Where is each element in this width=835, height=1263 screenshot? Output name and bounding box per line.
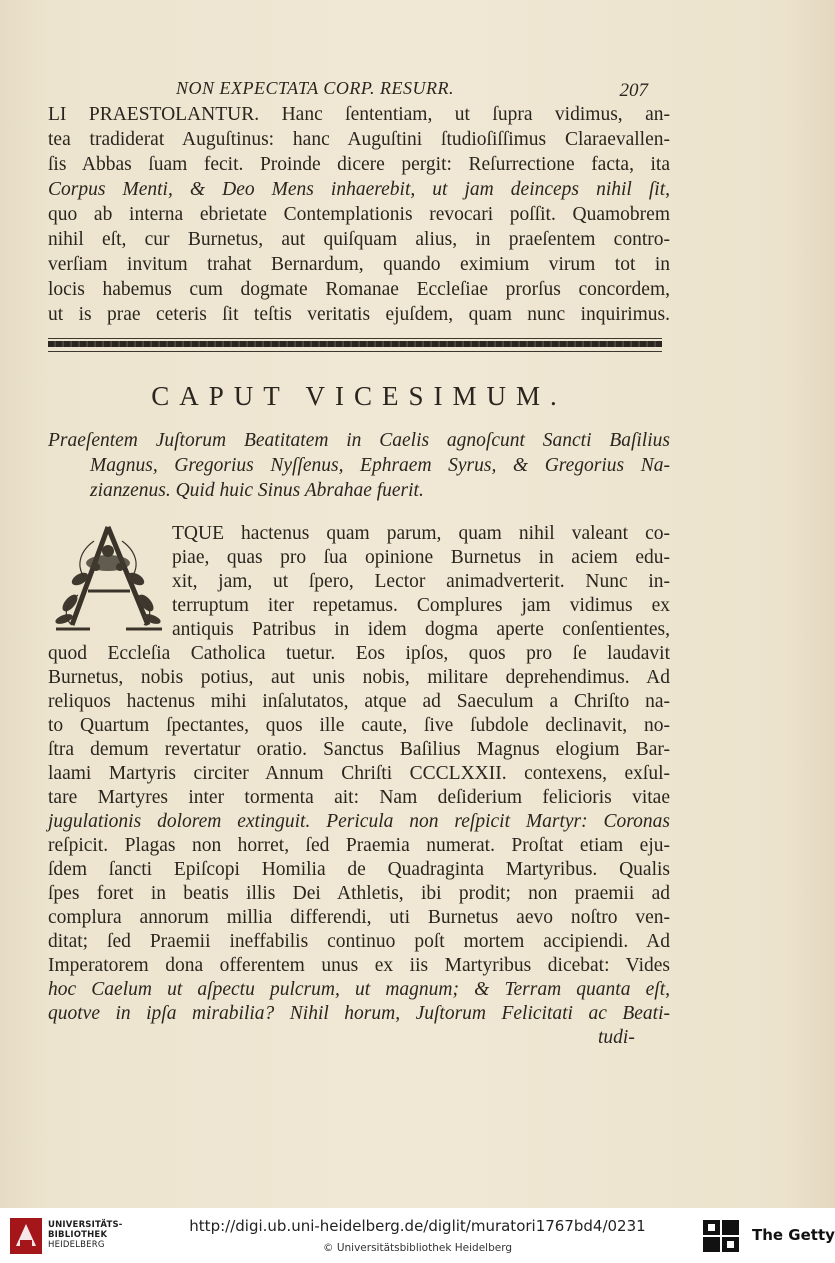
copyright-notice: © Universitätsbibliothek Heidelberg	[322, 1242, 512, 1254]
text-line: to Quartum ſpectantes, quos ille caute, ſive ſubdole declinavit, no-	[48, 715, 670, 736]
text-line: reſpicit. Plagas non horret, ſed Praemia numerat. Proſtat etiam eju-	[48, 835, 670, 856]
text-line: LI PRAESTOLANTUR. Hanc ſententiam, ut ſupra vidimus, an-	[48, 104, 670, 125]
text-line: nihil eſt, cur Burnetus, aut quiſquam alius, in praeſentem contro-	[48, 229, 670, 250]
text-line: locis habemus cum dogmate Romanae Eccleſiae prorſus concordem,	[48, 279, 670, 300]
permalink-url[interactable]: http://digi.ub.uni-heidelberg.de/diglit/muratori1767bd4/0231	[189, 1217, 646, 1235]
text-line: hoc Caelum ut aſpectu pulcrum, ut magnum; & Terram quanta eſt,	[48, 979, 670, 1000]
text-line: xit, jam, ut ſpero, Lector animadverterit. Nunc in-	[172, 571, 670, 592]
running-header	[48, 75, 648, 103]
text-line: Burnetus, nobis potius, aut unis nobis, militare deprehendimus. Ad	[48, 667, 670, 688]
text-line: Imperatorem dona offerentem unus ex iis Martyribus dicebat: Vides	[48, 955, 670, 976]
text-line: tea tradiderat Auguſtinus: hanc Auguſtini ſtudioſiſſimus Claraevallen-	[48, 129, 670, 150]
text-line: verſiam invitum trahat Bernardum, quando eximium virum tot in	[48, 254, 670, 275]
text-line: Corpus Menti, & Deo Mens inhaerebit, ut jam deinceps nihil ſit,	[48, 179, 670, 200]
text-line: reliquos hactenus mihi inſalutatos, atque ad Saeculum a Chriſto na-	[48, 691, 670, 712]
text-line: ſpes foret in beatis illis Dei Athletis, ibi prodit; non praemii ad	[48, 883, 670, 904]
section-divider-rule	[48, 337, 662, 357]
partner-name: The Getty	[752, 1226, 835, 1244]
text-line: ſtra demum revertatur oratio. Sanctus Baſilius Magnus elogium Bar-	[48, 739, 670, 760]
viewer-footer	[0, 1208, 835, 1263]
text-line: TQUE hactenus quam parum, quam nihil valeant co-	[172, 523, 670, 544]
text-line: antiquis Patribus in idem dogma aperte conſentientes,	[172, 619, 670, 640]
text-line: terruptum iter repetamus. Complures jam vidimus ex	[172, 595, 670, 616]
running-title: NON EXPECTATA CORP. RESURR.	[176, 78, 454, 98]
university-library-name: UNIVERSITÄTS- BIBLIOTHEK HEIDELBERG	[48, 1220, 123, 1250]
text-line: tare Martyres inter tormenta ait: Nam deſiderium felicioris vitae	[48, 787, 670, 808]
text-line: complura annorum millia differendi, uti Burnetus aevo noſtro ven-	[48, 907, 670, 928]
page-number: 207	[619, 80, 648, 101]
summary-line: zianzenus. Quid huic Sinus Abrahae fuerit.	[90, 480, 424, 501]
decorated-initial-a-icon	[50, 521, 166, 639]
text-line: ſdem ſancti Epiſcopi Homilia de Quadraginta Martyribus. Qualis	[48, 859, 670, 880]
catchword: tudi-	[598, 1027, 635, 1048]
text-line: laami Martyris circiter Annum Chriſti CCCLXXII. contexens, exſul-	[48, 763, 670, 784]
text-line: ditat; ſed Praemii ineffabilis continuo poſt mortem accipiendi. Ad	[48, 931, 670, 952]
text-line: quotve in ipſa mirabilia? Nihil horum, Juſtorum Felicitati ac Beati-	[48, 1003, 670, 1024]
text-line: ſis Abbas ſuam fecit. Proinde dicere pergit: Reſurrectione facta, ita	[48, 154, 670, 175]
getty-logo-icon[interactable]	[702, 1219, 740, 1253]
summary-line: Praeſentem Juſtorum Beatitatem in Caelis agnoſcunt Sancti Baſilius	[48, 430, 670, 451]
text-line: piae, quas pro ſua opinione Burnetus in aciem edu-	[172, 547, 670, 568]
text-line: jugulationis dolorem extinguit. Pericula non reſpicit Martyr: Coronas	[48, 811, 670, 832]
summary-line: Magnus, Gregorius Nyſſenus, Ephraem Syrus, & Gregorius Na-	[90, 455, 670, 476]
show-through-text	[670, 300, 835, 1020]
text-line: ut is prae ceteris ſit teſtis veritatis ejuſdem, quam nunc inquirimus.	[48, 304, 670, 325]
text-line: quo ab interna ebrietate Contemplationis revocari poſſit. Quamobrem	[48, 204, 670, 225]
chapter-title: CAPUT VICESIMUM.	[151, 381, 567, 411]
text-line: quod Eccleſia Catholica tuetur. Eos ipſos, quos pro ſe laudavit	[48, 643, 670, 664]
